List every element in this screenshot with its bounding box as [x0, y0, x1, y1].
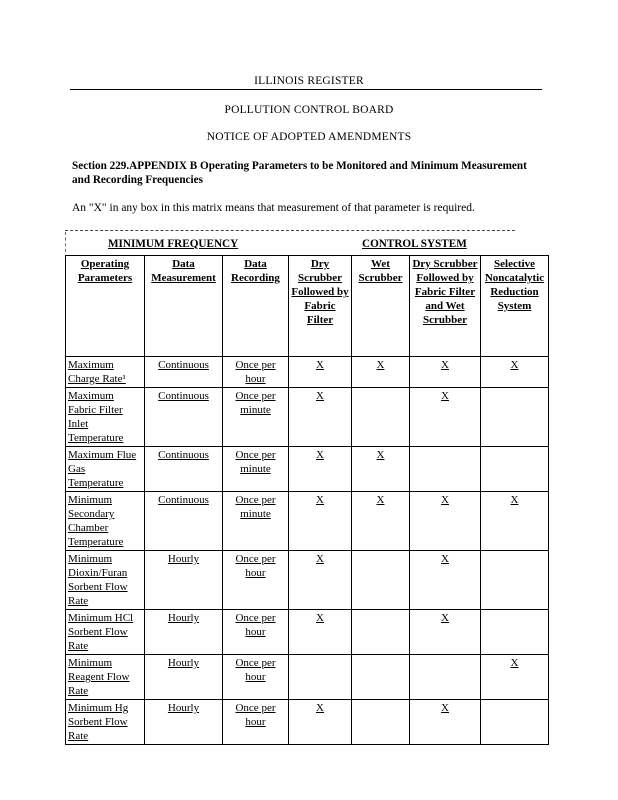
mark-cell: X [289, 388, 352, 447]
mark-cell: X [410, 551, 481, 610]
measurement-cell: Hourly [145, 610, 223, 655]
mark-cell [481, 551, 549, 610]
mark-cell: X [481, 492, 549, 551]
col-header: Dry Scrubber Followed by Fabric Filter and Wet Scrubber [410, 256, 481, 357]
mark-cell [352, 655, 410, 700]
measurement-cell: Continuous [145, 388, 223, 447]
parameter-matrix [65, 255, 549, 745]
parameter-cell: Minimum HCl Sorbent Flow Rate [66, 610, 145, 655]
mark-cell: X [410, 357, 481, 388]
recording-cell: Once per minute [223, 447, 289, 492]
table-row [66, 388, 549, 447]
notice-title: NOTICE OF ADOPTED AMENDMENTS [206, 131, 412, 143]
minimum-frequency-heading: MINIMUM FREQUENCY [108, 238, 239, 250]
recording-cell: Once per minute [223, 492, 289, 551]
col-header: Operating Parameters [66, 256, 145, 357]
col-header: Data Recording [223, 256, 289, 357]
mark-cell: X [352, 492, 410, 551]
parameter-cell: Maximum Flue Gas Temperature [66, 447, 145, 492]
col-header: Selective Noncatalytic Reduction System [481, 256, 549, 357]
mark-cell [352, 551, 410, 610]
mark-cell [410, 655, 481, 700]
measurement-cell: Continuous [145, 492, 223, 551]
col-header: Data Measurement [145, 256, 223, 357]
recording-cell: Once per hour [223, 551, 289, 610]
mark-cell: X [289, 447, 352, 492]
table-row [66, 357, 549, 388]
mark-cell: X [410, 388, 481, 447]
recording-cell: Once per hour [223, 610, 289, 655]
mark-cell [289, 655, 352, 700]
mark-cell [352, 610, 410, 655]
mark-cell: X [289, 610, 352, 655]
mark-cell [481, 610, 549, 655]
mark-cell [352, 700, 410, 745]
mark-cell: X [481, 655, 549, 700]
mark-cell [352, 388, 410, 447]
measurement-cell: Continuous [145, 357, 223, 388]
mark-cell: X [289, 551, 352, 610]
measurement-cell: Hourly [145, 551, 223, 610]
table-row [66, 492, 549, 551]
mark-cell [481, 447, 549, 492]
mark-cell: X [289, 700, 352, 745]
mark-cell: X [289, 357, 352, 388]
parameter-cell: Minimum Dioxin/Furan Sorbent Flow Rate [66, 551, 145, 610]
table-header-row [66, 256, 549, 357]
dashed-rule [65, 230, 515, 231]
recording-cell: Once per hour [223, 357, 289, 388]
mark-cell: X [410, 700, 481, 745]
header-rule [70, 89, 542, 90]
recording-cell: Once per hour [223, 700, 289, 745]
parameter-cell: Maximum Fabric Filter Inlet Temperature [66, 388, 145, 447]
mark-cell [481, 700, 549, 745]
mark-cell: X [352, 357, 410, 388]
table-row [66, 655, 549, 700]
mark-cell: X [289, 492, 352, 551]
section-title: Section 229.APPENDIX B Operating Parameters to be Monitored and Minimum Measurement and Recording Frequencies [72, 160, 527, 186]
col-header: Wet Scrubber [352, 256, 410, 357]
dashed-edge [65, 232, 66, 252]
matrix-note: An "X" in any box in this matrix means that measurement of that parameter is required. [72, 202, 475, 214]
measurement-cell: Continuous [145, 447, 223, 492]
register-title: ILLINOIS REGISTER [254, 75, 364, 87]
measurement-cell: Hourly [145, 700, 223, 745]
measurement-cell: Hourly [145, 655, 223, 700]
mark-cell: X [410, 492, 481, 551]
mark-cell [481, 388, 549, 447]
table-row [66, 551, 549, 610]
parameter-cell: Maximum Charge Rate¹ [66, 357, 145, 388]
parameter-cell: Minimum Reagent Flow Rate [66, 655, 145, 700]
mark-cell: X [481, 357, 549, 388]
recording-cell: Once per minute [223, 388, 289, 447]
board-title: POLLUTION CONTROL BOARD [224, 104, 394, 116]
mark-cell: X [410, 610, 481, 655]
table-row [66, 447, 549, 492]
table-row [66, 700, 549, 745]
parameter-cell: Minimum Secondary Chamber Temperature [66, 492, 145, 551]
mark-cell [410, 447, 481, 492]
recording-cell: Once per hour [223, 655, 289, 700]
control-system-heading: CONTROL SYSTEM [362, 238, 467, 250]
mark-cell: X [352, 447, 410, 492]
col-header: Dry Scrubber Followed by Fabric Filter [289, 256, 352, 357]
parameter-cell: Minimum Hg Sorbent Flow Rate [66, 700, 145, 745]
table-row [66, 610, 549, 655]
